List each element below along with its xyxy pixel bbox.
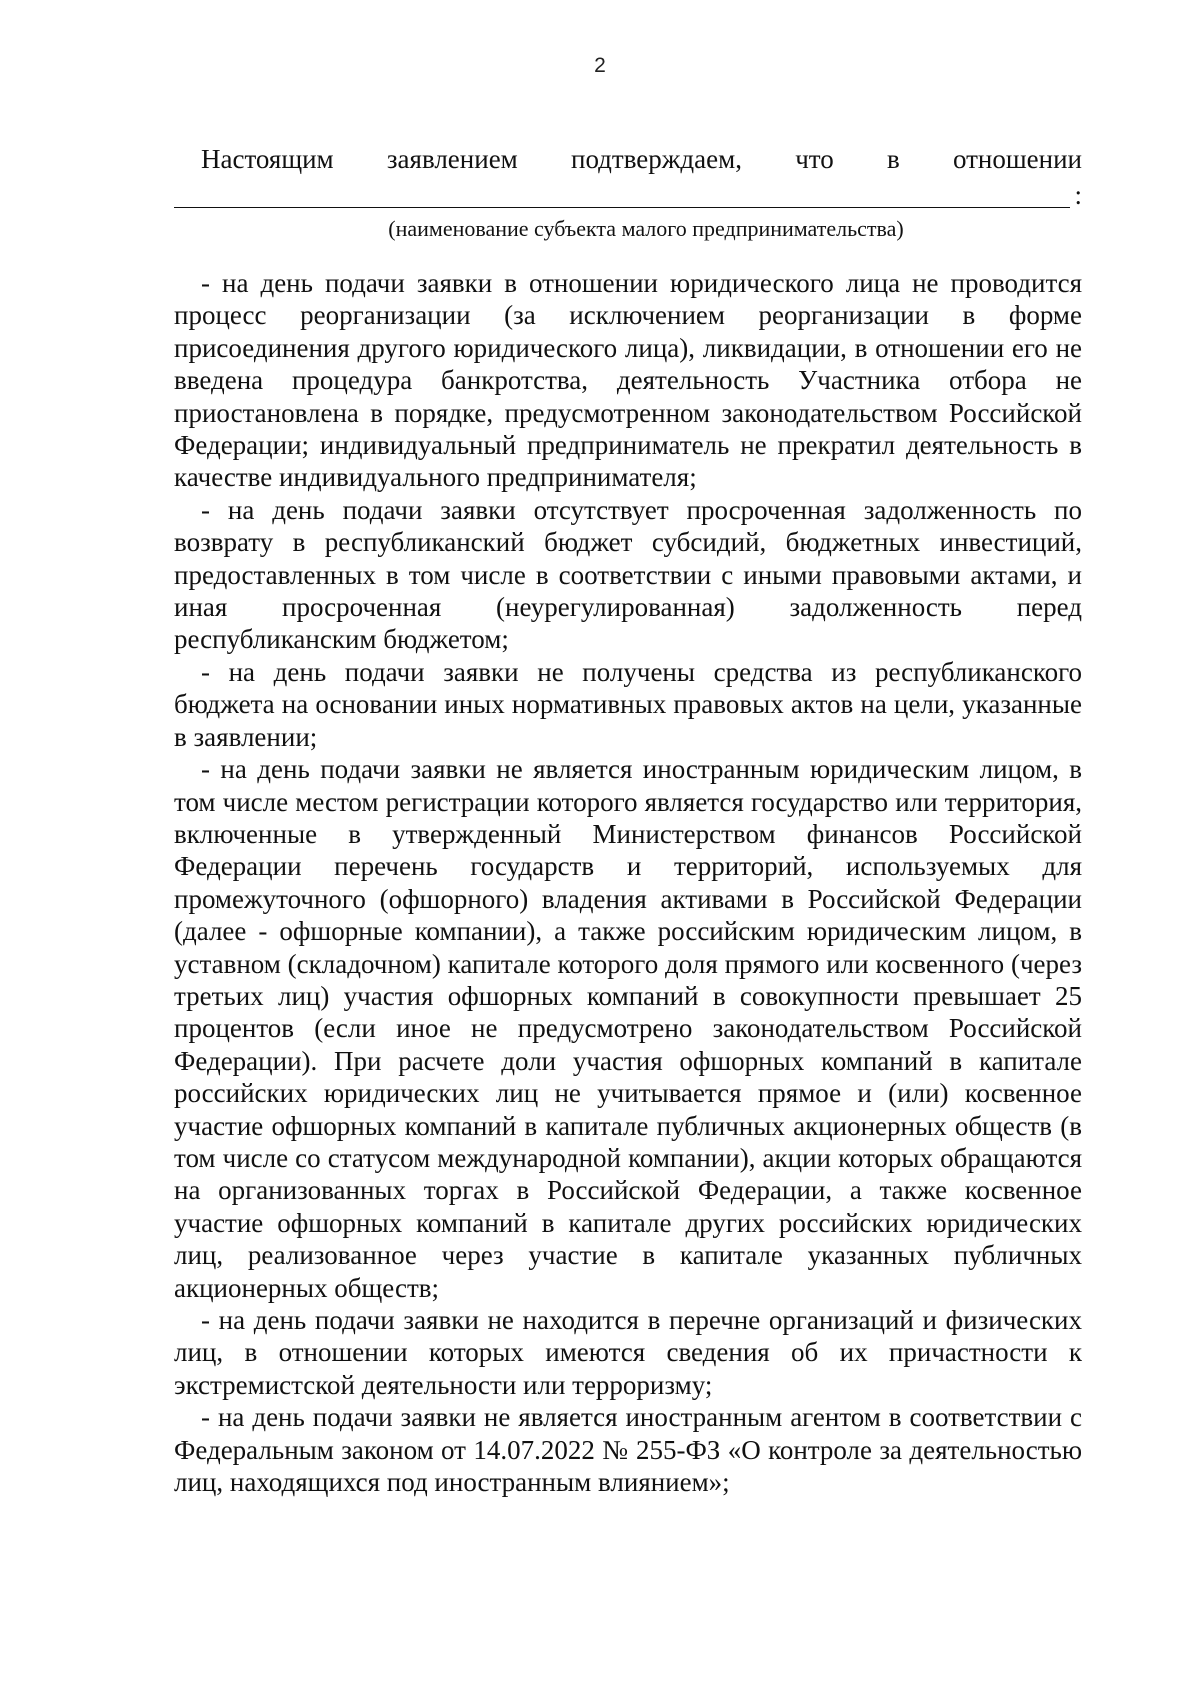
intro-word: отношении (952, 144, 1082, 174)
condition-paragraph: - на день подачи заявки отсутствует просроченная задолженность по возврату в республиканский бюджет субсидий, бюджетных инвестиций, предоставленных в том числе в соответствии с иными правовыми актами, и иная просроченная (неурегулированная) задолженность перед республиканским бюджетом; (174, 494, 1082, 655)
intro-word: заявлением (386, 144, 518, 174)
statement-intro-line (174, 143, 1082, 175)
statement-intro (174, 143, 1082, 242)
condition-paragraph: - на день подачи заявки не получены средства из республиканского бюджета на основании иных нормативных правовых актов на цели, указанные в заявлении; (174, 656, 1082, 752)
blank-caption: (наименование субъекта малого предпринимательства) (388, 216, 904, 241)
intro-word: что (795, 144, 834, 174)
page-number: 2 (594, 54, 606, 77)
intro-word: Настоящим (201, 144, 334, 174)
condition-paragraph: - на день подачи заявки не является иностранным агентом в соответствии с Федеральным законом от 14.07.2022 № 255-ФЗ «О контроле за деятельностью лиц, находящихся под иностранным влиянием»; (174, 1402, 1082, 1498)
blank-underline (174, 207, 1070, 208)
condition-paragraph: - на день подачи заявки в отношении юридического лица не проводится процесс реорганизации (за исключением реорганизации в форме присоединения другого юридического лица), ликвидации, в отношении его не введена процедура банкротства, деятельность Участника отбора не приостановлена в порядке, предусмотренном законодательством Российской Федерации; индивидуальный предприниматель не прекратил деятельность в качестве индивидуального предпринимателя; (174, 268, 1082, 493)
condition-paragraph: - на день подачи заявки не находится в перечне организаций и физических лиц, в отношении которых имеются сведения об их причастности к экстремистской деятельности или терроризму; (174, 1305, 1082, 1400)
intro-word: подтверждаем, (571, 144, 742, 174)
entity-name-blank (174, 175, 1082, 215)
intro-word: в (886, 144, 900, 174)
conditions-list (174, 267, 1082, 1498)
blank-colon: : (1074, 180, 1082, 210)
condition-paragraph: - на день подачи заявки не является иностранным юридическим лицом, в том числе местом регистрации которого является государство или территория, включенные в утвержденный Министерством финансов Российской Федерации перечень государств и территорий, используемых для промежуточного (офшорного) владения активами в Российской Федерации (далее - офшорные компании), а также российским юридическим лицом, в уставном (складочном) капитале которого доля прямого или косвенного (через третьих лиц) участия офшорных компаний в совокупности превышает 25 процентов (если иное не предусмотрено законодательством Российской Федерации). При расчете доли участия офшорных компаний в капитале российских юридических лиц не учитывается прямое и (или) косвенное участие офшорных компаний в капитале публичных акционерных обществ (в том числе со статусом международной компании), акции которых обращаются на организованных торгах в Российской Федерации, а также косвенное участие офшорных компаний в капитале других российских юридических лиц, реализованное через участие в капитале указанных публичных акционерных обществ; (174, 754, 1082, 1303)
